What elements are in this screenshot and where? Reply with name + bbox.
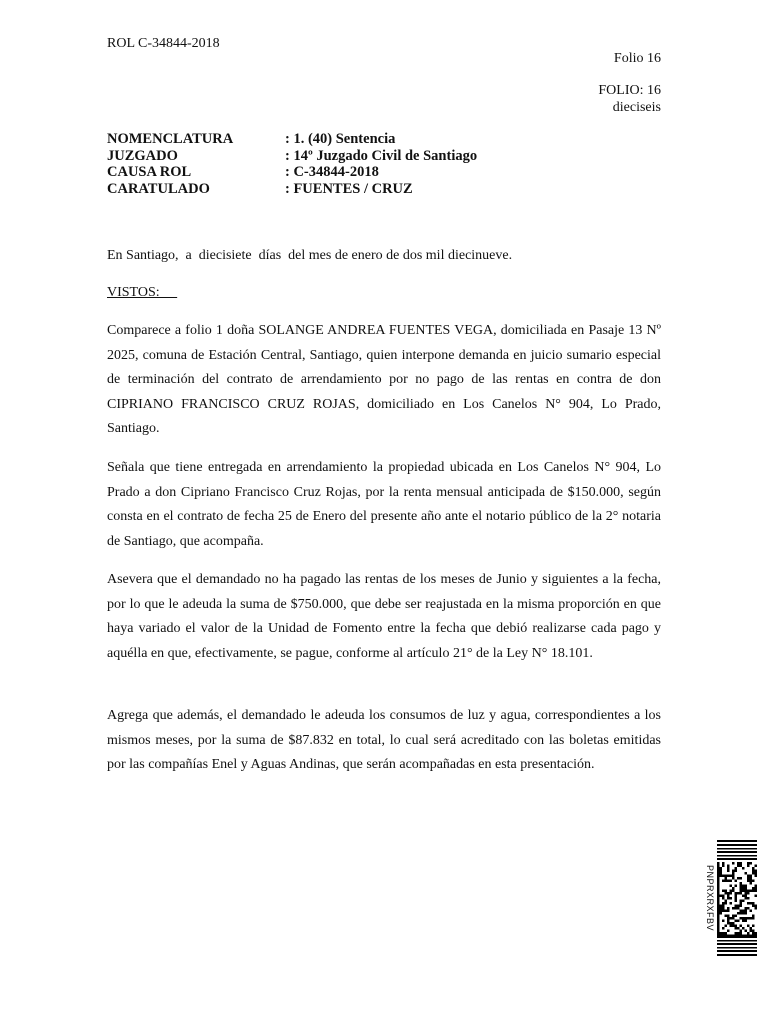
meta-value: : FUENTES / CRUZ (285, 180, 413, 197)
vistos-heading: VISTOS: (107, 285, 178, 300)
barcode (703, 840, 758, 956)
meta-row-causa-rol (107, 164, 477, 181)
meta-value: : 14º Juzgado Civil de Santiago (285, 147, 478, 164)
meta-key: CARATULADO (107, 180, 210, 197)
rol-number: ROL C-34844-2018 (107, 36, 220, 51)
meta-key: CAUSA ROL (107, 164, 192, 180)
meta-row-juzgado (107, 148, 477, 165)
paragraph-4: Agrega que además, el demandado le adeuda los consumos de luz y agua, correspondientes a los mismos meses, por la suma de $87.832 en total, lo cual será acreditado con las boletas emitidas por las compañías Enel y Aguas Andinas, que serán acompañadas en esta presentación. (107, 708, 661, 772)
case-metadata (107, 131, 477, 197)
meta-key: JUZGADO (107, 147, 178, 164)
folio-block (598, 82, 661, 116)
meta-row-caratulado (107, 181, 477, 198)
paragraph-3: Asevera que el demandado no ha pagado las rentas de los meses de Junio y siguientes a la fecha, por lo que le adeuda la suma de $750.000, que debe ser reajustada en la misma proporción en que haya variado el valor de la Unidad de Fomento entre la fecha que debió realizarse cada pago y aquélla en que, efectivamente, se pague, conforme al artículo 21° de la Ley N° 18.101. (107, 572, 661, 661)
paragraph-1: Comparece a folio 1 doña SOLANGE ANDREA FUENTES VEGA, domiciliada en Pasaje 13 Nº 2025, comuna de Estación Central, Santiago, quien interpone demanda en juicio sumario especial de terminación del contrato de arrendamiento por no pago de las rentas en contra de don CIPRIANO FRANCISCO CRUZ ROJAS, domiciliado en Los Canelos N° 904, Lo Prado, Santiago. (107, 323, 661, 436)
opening-line: En Santiago, a diecisiete días del mes de enero de dos mil diecinueve. (107, 248, 513, 263)
folio-top: Folio 16 (613, 51, 661, 66)
folio-label: FOLIO: 16 (598, 83, 661, 98)
meta-value: : 1. (40) Sentencia (285, 131, 396, 147)
paragraph-2: Señala que tiene entregada en arrendamiento la propiedad ubicada en Los Canelos N° 904, Lo Prado a don Cipriano Francisco Cruz Rojas, por la renta mensual anticipada de $150.000, según consta en el contrato de fecha 25 de Enero del presente año ante el notario público de la 2° notaria de Santiago, que acompaña. (107, 460, 661, 549)
meta-value: : C-34844-2018 (285, 164, 379, 180)
barcode-text: PNPRXRXFBV (705, 864, 715, 931)
folio-words: dieciseis (612, 100, 661, 115)
meta-row-nomenclatura (107, 131, 477, 148)
meta-key: NOMENCLATURA (107, 131, 234, 147)
datamatrix-barcode-icon (717, 840, 757, 956)
